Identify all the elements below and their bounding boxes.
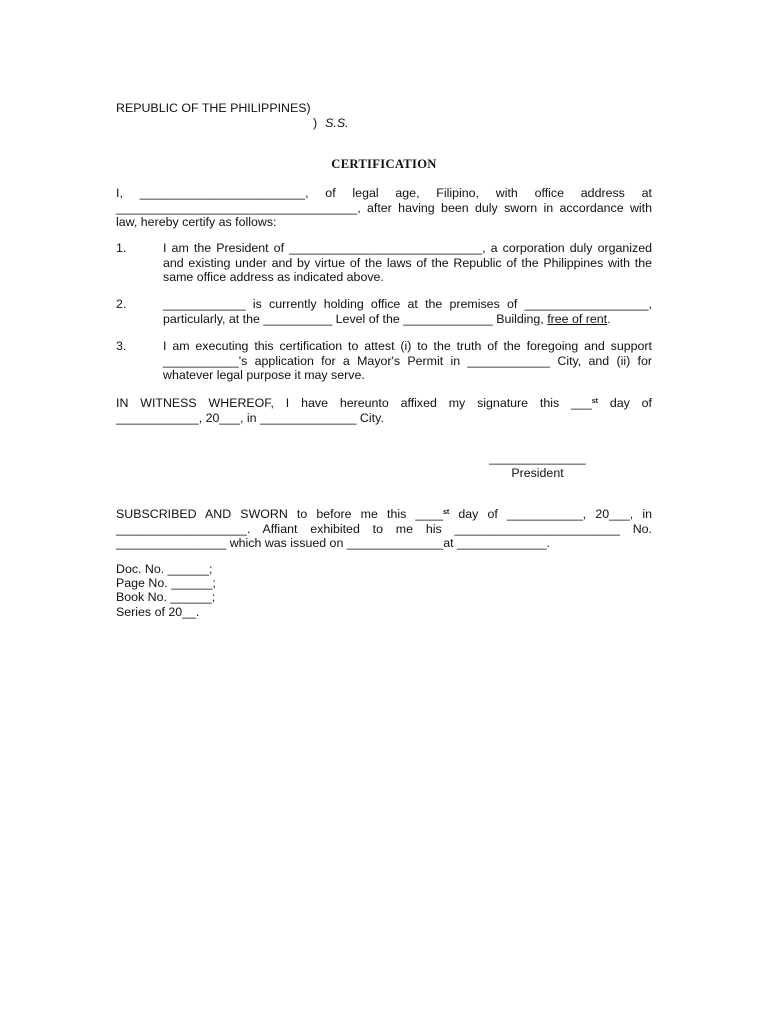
item-text <box>163 339 652 383</box>
ss-label: S.S. <box>325 116 349 130</box>
ss-line <box>313 116 349 131</box>
book-no: Book No. ______; <box>116 590 216 605</box>
blank-affiant-name: ________________________ <box>139 186 306 200</box>
intro-line-1 <box>116 186 652 201</box>
intro-i: I, <box>116 186 123 200</box>
intro-line1-end: , of legal age, Filipino, with office address at <box>305 186 652 200</box>
series-of: Series of 20__. <box>116 604 200 619</box>
intro-line-3: law, hereby certify as follows: <box>116 215 277 230</box>
intro-line-2 <box>116 201 652 216</box>
item-line: I am executing this certification to attest (i) to the truth of the foregoing and support <box>163 339 652 353</box>
witness-paragraph <box>116 396 652 425</box>
witness-line1-end: day of <box>597 396 652 410</box>
intro-line2-end: , after having been duly sworn in accordance with <box>357 200 652 215</box>
venue-line <box>116 101 652 116</box>
jurat-line1-end: day of ___________, 20___, in <box>449 507 653 521</box>
document-title: CERTIFICATION <box>331 157 437 171</box>
item-line: same office address as indicated above. <box>163 270 384 285</box>
page-no: Page No. ______; <box>116 576 216 591</box>
item-line-end: . <box>607 311 611 326</box>
item-line: whatever legal purpose it may serve. <box>163 368 365 383</box>
item-number: 3. <box>116 339 127 353</box>
witness-line-1 <box>116 396 652 411</box>
item-line: I am the President of ____________________________, a corporation duly organized <box>163 241 652 255</box>
item-number: 2. <box>116 297 127 311</box>
item-text <box>163 297 652 326</box>
item-line <box>163 312 652 327</box>
venue-text: REPUBLIC OF THE PHILIPPINES) <box>116 101 311 115</box>
free-of-rent-text: free of rent <box>547 311 608 326</box>
item-line-start: particularly, at the __________ Level of the _____________ Building, <box>163 311 548 326</box>
item-line: ____________ is currently holding office at the premises of __________________, <box>163 297 652 311</box>
ordinal-suffix: st <box>443 509 450 516</box>
item-text <box>163 241 652 285</box>
signature-label: President <box>511 465 564 480</box>
witness-line1-start: IN WITNESS WHEREOF, I have hereunto affixed my signature this ___ <box>116 396 592 410</box>
jurat-line-3: ________________ which was issued on ______________at _____________. <box>116 536 551 551</box>
item-line: and existing under and by virtue of the laws of the Republic of the Philippines with the <box>163 255 652 270</box>
ss-paren: ) <box>313 116 318 130</box>
jurat-line1-start: SUBSCRIBED AND SWORN to before me this ____ <box>116 507 443 521</box>
signature-block <box>487 451 588 480</box>
intro-paragraph <box>116 186 652 230</box>
jurat-line-2: ___________________. Affiant exhibited to me his ________________________ No. <box>116 521 652 536</box>
ordinal-suffix: st <box>591 398 598 405</box>
doc-no: Doc. No. ______; <box>116 562 213 576</box>
notarial-register <box>116 562 216 619</box>
witness-line-2: ____________, 20___, in ______________ City. <box>116 410 384 425</box>
item-line: ___________'s application for a Mayor's Permit in ____________ City, and (ii) for <box>163 353 652 368</box>
item-number: 1. <box>116 241 127 255</box>
blank-office-address: ___________________________________ <box>116 200 358 215</box>
jurat-paragraph <box>116 507 652 551</box>
signature-line: ______________ <box>489 451 586 465</box>
jurat-line-1 <box>116 507 652 522</box>
